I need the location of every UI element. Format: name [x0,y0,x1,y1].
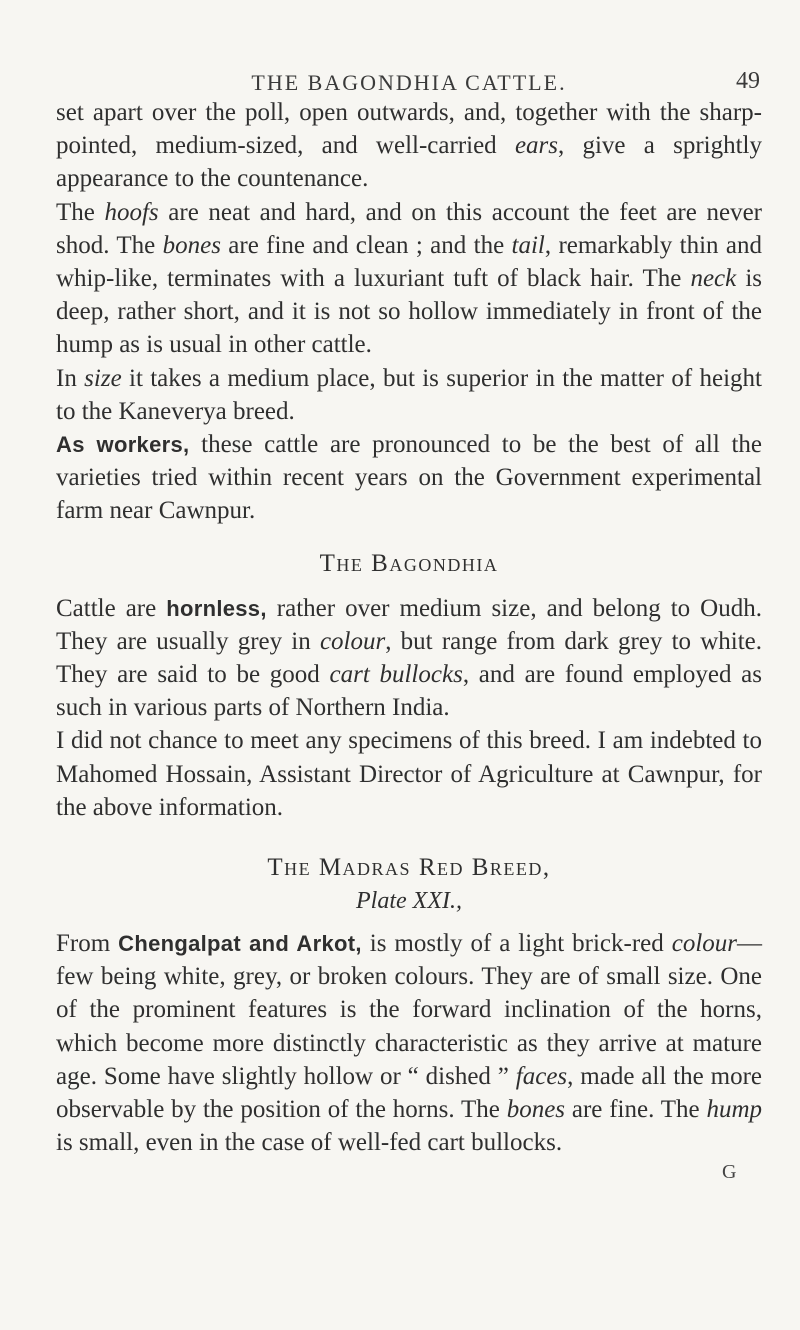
paragraph-specimens [56,724,762,824]
italic-term: cart bullocks [329,661,463,689]
italic-term: faces [515,1062,568,1090]
plate-reference: Plate XXI., [356,888,462,915]
italic-term: colour [671,930,737,958]
italic-term: hoofs [104,198,159,226]
italic-term: ears [514,132,558,160]
text-run: , made all the more observable by the position of the horns. The [56,1062,762,1124]
italic-term: hump [706,1096,762,1124]
text-run: Cattle are [56,594,167,622]
text-run: In [56,364,85,392]
text-run: , but range from dark grey to white. They are said to be good [56,627,763,689]
text-run: From [56,930,119,958]
text-run: these cattle are pronounced to be the best of all the varieties tried within recent years on the Government experimental farm near Cawnpur. [56,431,762,525]
paragraph-cattle [56,592,762,725]
section-heading-bagondhia [56,550,762,578]
section-heading-madras [56,854,762,882]
text-run: rather over medium size, and belong to Oudh. They are usually grey in [56,594,762,655]
section-heading-text: The Madras Red Breed, [267,854,551,882]
paragraph-workers [56,428,762,528]
paragraph-madras [56,927,762,1159]
paragraph-ears [56,96,762,196]
text-run: set apart over the poll, open outwards, and, together with the sharp-pointed, medium-sized, and well-carried [56,99,762,160]
text-run: , give a sprightly appearance to the countenance. [56,132,763,193]
running-title: THE BAGONDHIA CATTLE. [251,70,567,95]
text-run: , remarkably thin and whip-like, terminates with a luxuriant tuft of black hair. The [56,231,762,293]
italic-term: tail [511,231,545,259]
printer-signature-mark: G [722,1161,737,1184]
text-run: —few being white, grey, or broken colours. They are of small size. One of the prominent features is the forward inclination of the horns, which become more distinctly characteristic as they arrive at mature age. Some have slightly hollow or “ dished ” [56,930,762,1090]
section-heading-text: The Bagondhia [319,549,499,577]
bold-term: hornless, [166,595,267,621]
bold-term: As workers, [56,432,190,458]
text-run: The [56,198,105,226]
text-run: are neat and hard, and on this account the feet are never shod. The [56,198,762,259]
italic-term: colour [319,627,386,655]
italic-term: size [84,364,122,392]
text-run: , and are found employed as such in various parts of Northern India. [56,661,762,722]
italic-term: bones [162,231,221,259]
paragraph-hoofs [56,196,762,362]
running-head [56,0,762,96]
text-run: are fine. The [565,1096,707,1124]
text-run: are fine and clean ; and the [220,231,512,259]
text-run: I did not chance to meet any specimens of this breed. I am indebted to Mahomed Hossain, Assistant Director of Agriculture at Cawnpur, for the above information. [56,727,762,821]
text-run: is deep, rather short, and it is not so hollow immediately in front of the hump as is usual in other cattle. [56,265,762,359]
text-run: it takes a medium place, but is superior in the matter of height to the Kaneverya breed. [56,364,762,425]
italic-term: bones [506,1096,566,1124]
page-number: 49 [736,68,760,94]
italic-term: neck [690,265,737,293]
bold-term: Chengalpat and Arkot, [118,931,362,957]
text-run: is small, even in the case of well-fed cart bullocks. [56,1129,563,1157]
text-run: is mostly of a light brick-red [361,930,672,958]
paragraph-size [56,362,762,428]
